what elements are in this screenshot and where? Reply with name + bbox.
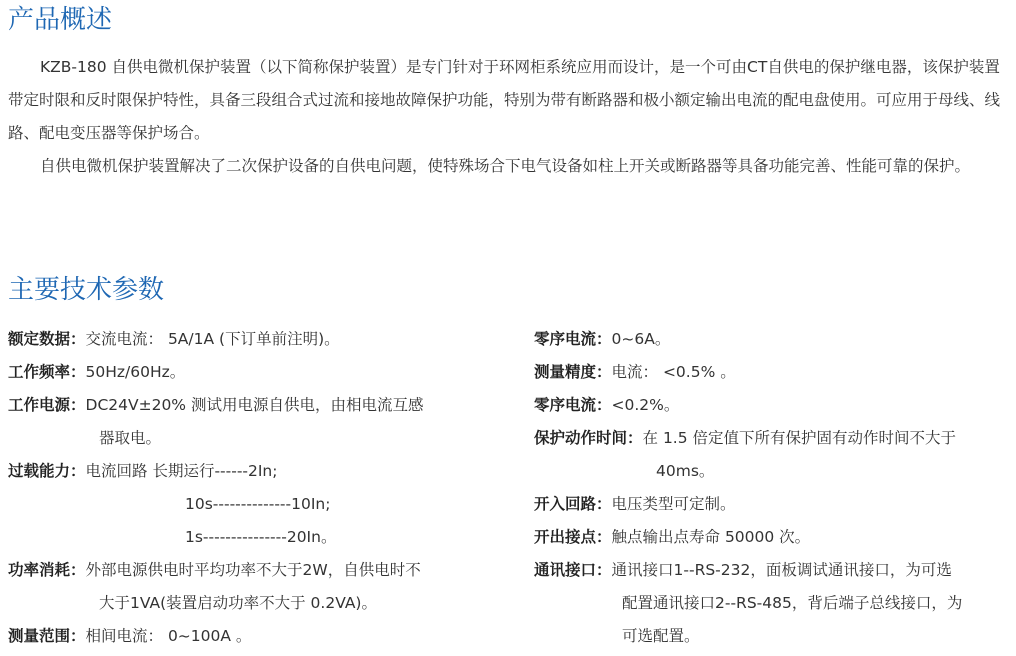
spec-comm-interface-cont: 配置通讯接口2--RS-485，背后端子总线接口，为: [622, 594, 963, 612]
spec-value: 相间电流： 0~100A 。: [85, 627, 252, 645]
spec-output-contact: [534, 521, 810, 554]
spec-consumption-cont: 大于1VA(装置启动功率不大于 0.2VA)。: [99, 594, 377, 612]
spec-value: 触点输出点寿命 50000 次。: [611, 528, 811, 546]
spec-zero-sequence: [534, 323, 670, 356]
spec-action-time: [534, 422, 956, 455]
spec-power-supply-cont: 器取电。: [99, 429, 162, 447]
spec-value: 在 1.5 倍定值下所有保护固有动作时间不大于: [642, 429, 957, 447]
spec-input-circuit: [534, 488, 736, 521]
spec-label: 保护动作时间：: [534, 429, 643, 447]
spec-value: 电压类型可定制。: [611, 495, 736, 513]
spec-label: 开出接点：: [534, 528, 612, 546]
spec-value: <0.2%。: [611, 396, 680, 414]
overview-title: 产品概述: [8, 5, 113, 35]
spec-frequency: [8, 356, 185, 389]
spec-value: 电流回路 长期运行------2In;: [85, 462, 278, 480]
spec-overload-10s: 10s--------------10In;: [185, 495, 331, 513]
specs-title: 主要技术参数: [8, 275, 165, 305]
spec-label: 额定数据：: [8, 330, 86, 348]
spec-label: 工作频率：: [8, 363, 86, 381]
spec-action-time-cont: 40ms。: [656, 462, 715, 480]
spec-rated-data: [8, 323, 340, 356]
spec-label: 开入回路：: [534, 495, 612, 513]
spec-label: 测量精度：: [534, 363, 612, 381]
spec-value: 电流： <0.5% 。: [611, 363, 736, 381]
spec-label: 零序电流：: [534, 396, 612, 414]
spec-value: 0~6A。: [611, 330, 671, 348]
spec-comm-interface: [534, 554, 952, 587]
spec-value: DC24V±20% 测试用电源自供电，由相电流互感: [85, 396, 424, 414]
spec-overload-1s: 1s---------------20In。: [185, 528, 337, 546]
overview-paragraph-1: KZB-180 自供电微机保护装置（以下简称保护装置）是专门针对于环网柜系统应用而设计，是一个可由CT自供电的保护继电器，该保护装置带定时限和反时限保护特性，具备三段组合式过流和接地故障保护功能，特别为带有断路器和极小额定输出电流的配电盘使用。可应用于母线、线路、配电变压器等保护场合。: [8, 58, 1001, 142]
spec-accuracy: [534, 356, 736, 389]
spec-overload: [8, 455, 277, 488]
spec-label: 工作电源：: [8, 396, 86, 414]
spec-value: 交流电流： 5A/1A (下订单前注明)。: [85, 330, 340, 348]
spec-label: 过载能力：: [8, 462, 86, 480]
spec-value: 50Hz/60Hz。: [85, 363, 186, 381]
spec-label: 零序电流：: [534, 330, 612, 348]
spec-label: 功率消耗：: [8, 561, 86, 579]
spec-comm-interface-cont2: 可选配置。: [622, 627, 700, 645]
overview-paragraph-2: 自供电微机保护装置解决了二次保护设备的自供电问题，使特殊场合下电气设备如柱上开关或断路器等具备功能完善、性能可靠的保护。: [40, 157, 971, 175]
spec-power-supply: [8, 389, 423, 422]
spec-value: 通讯接口1--RS-232，面板调试通讯接口，为可选: [611, 561, 952, 579]
spec-label: 通讯接口：: [534, 561, 612, 579]
spec-label: 测量范围：: [8, 627, 86, 645]
spec-value: 外部电源供电时平均功率不大于2W，自供电时不: [85, 561, 421, 579]
spec-zero-sequence-accuracy: [534, 389, 679, 422]
spec-consumption: [8, 554, 421, 587]
spec-measure-range: [8, 620, 251, 653]
